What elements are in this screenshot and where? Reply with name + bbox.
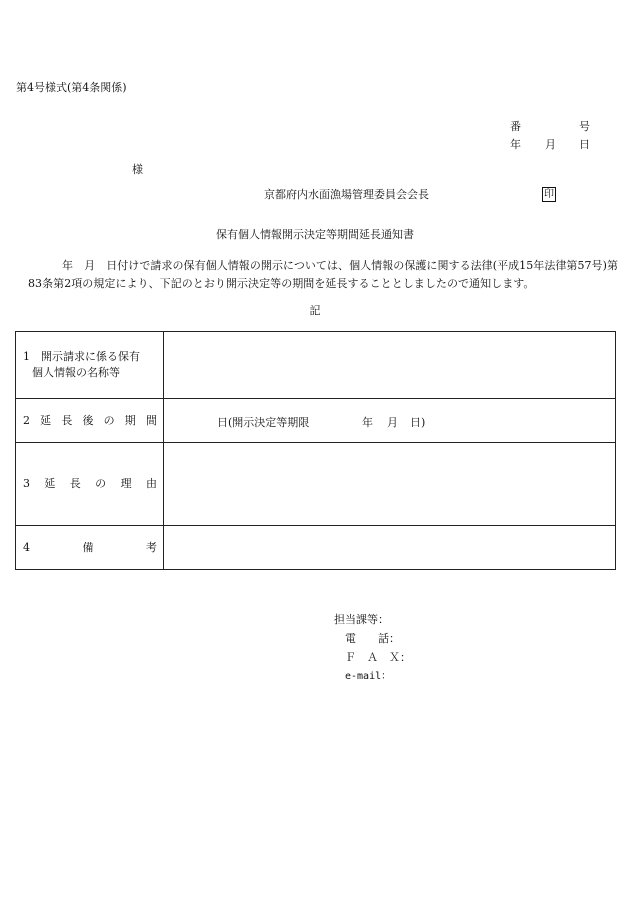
table-row-item-name [16,332,616,399]
label-remarks-text [23,540,157,556]
seal-stamp: 印 [544,189,554,200]
date-month-label: 月 [545,138,556,151]
table-row-extension-period [16,399,616,443]
contact-phone-label: 電 話： [345,632,400,645]
label-char: 考 [146,540,157,554]
value-remarks[interactable] [164,526,616,570]
table-row-extension-reason [16,443,616,526]
label-item-name [16,332,164,399]
value-extension-reason[interactable] [164,443,616,526]
ki-heading: 記 [309,304,321,317]
label-char: の [95,477,107,490]
value-extension-period[interactable] [164,399,616,443]
document-number-suffix: 号 [579,120,590,133]
document-title: 保有個人情報開示決定等期間延長通知書 [216,228,414,241]
label-char: 長 [69,477,81,490]
recipient-honorific: 様 [132,163,143,176]
extension-year-text: 年 [362,416,373,429]
contact-email-label: e-mail： [345,671,392,682]
label-remarks [16,526,164,570]
contact-department-label: 担当課等： [334,613,389,626]
contact-fax-label: Ｆ Ａ Ｘ： [345,651,411,664]
extension-month-text: 月 [387,416,398,429]
sender-name: 京都府内水面漁場管理委員会会長 [264,188,429,201]
extension-day-text: 日(開示決定等期限 [217,416,310,429]
label-char: 3 [23,477,30,490]
label-extension-period-text [23,413,157,429]
label-char: 後 [82,413,94,427]
label-char: 由 [145,477,157,490]
label-item-name-line1: 1 開示請求に係る保有 [23,350,140,363]
table-row-remarks [16,526,616,570]
label-char: 長 [61,413,73,427]
detail-table [15,331,616,570]
label-char: 延 [44,477,56,490]
label-item-name-line2: 個人情報の名称等 [32,366,120,379]
label-extension-period [16,399,164,443]
date-year-label: 年 [510,138,521,151]
label-char: 2 [23,413,30,427]
label-extension-reason-text [23,476,157,492]
label-char: 理 [120,477,132,490]
label-char: 4 [23,540,30,554]
document-number-label: 番 [510,120,521,133]
form-number: 第4号様式(第4条関係) [16,81,127,94]
label-char: 備 [82,540,94,554]
extension-day-close-text: 日) [410,416,426,429]
label-extension-reason [16,443,164,526]
label-char: 間 [145,413,157,427]
label-char: 期 [124,413,136,427]
value-item-name[interactable] [164,332,616,399]
body-paragraph: 年 月 日付けで請求の保有個人情報の開示については、個人情報の保護に関する法律(平成15年法律第57号)第83条第2項の規定により、下記のとおり開示決定等の期間を延長することとしましたので通知します。 [28,259,619,290]
label-char: の [103,413,115,427]
date-day-label: 日 [579,138,590,151]
label-char: 延 [40,413,52,427]
